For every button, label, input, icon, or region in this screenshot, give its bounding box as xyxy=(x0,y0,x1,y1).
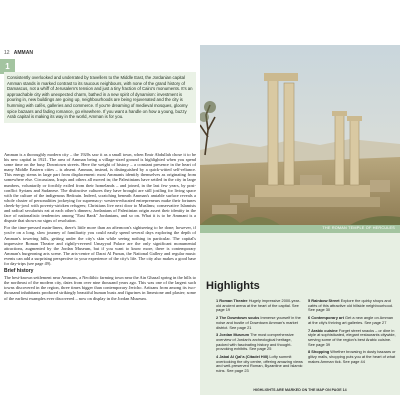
photo-caption-bar xyxy=(200,225,400,233)
section-title: AMMAN xyxy=(13,50,33,56)
highlight-item: 8 Shopping Whether browsing in dusty bazaars or glitzy malls, shopping puts you at the heart of what makes Amman tick. See page 44 xyxy=(308,349,396,364)
highlight-item: 6 Contemporary art Get a new angle on Amman at the city's thriving art galleries. See page 27 xyxy=(308,315,394,325)
highlights-footer: HIGHLIGHTS ARE MARKED ON THE MAP ON PAGE 14 xyxy=(253,388,347,392)
highlight-item: 1 Roman Theatre Hugely impressive 2000-year-old ancient arena at the heart of the capital. See page 19 xyxy=(216,298,301,313)
brief-history-heading: Brief history xyxy=(4,268,34,275)
highlights-column-right xyxy=(308,299,396,367)
page-number: 12 xyxy=(4,50,10,56)
temple-of-hercules-photo xyxy=(200,45,400,225)
body-paragraph-3: The best-known settlement near Ammans, a Neolithic farming town near the Ain Ghazal spring in the hills to the northeast of the modern city, dates from over nine thousand years ago. This was one of the largest such towns discovered in the region, three times bigger than contemporary Jericho. Artisans from among its two-thousand inhabitants produced strikingly beautiful human busts and figurines in limestone and plaster; some of the earliest examples ever discovered – now on display in the Jordan Museum. xyxy=(4,275,196,301)
intro-paragraph: Consistently overlooked and underrated by travellers to the Middle East, the Jordanian capital Amman stands in marked contrast to its raucous neighbours, with none of the grand history of Damascus, not a whiff of Jerusalem's tension and just a tiny fraction of Cairo's monuments. It's an approachable city with unexpected charm, bathed in a new spirit of dynamism: investment is pouring in, new buildings are going up, neighbourhoods are being rejuvenated and the city is humming with cafés, galleries and commerce. If you're dreaming of medieval mosques, gloomy spice bazaars and fading romance, go elsewhere. If you want a handle on how a young, buzzy Arab capital is making its way in the world, Amman is for you. xyxy=(4,72,196,123)
highlights-column-left xyxy=(216,299,304,377)
highlight-item: 5 Rainbow Street Explore the quirky shops and cafés of this attractive old hillside neighbourhood. See page 30 xyxy=(308,298,393,313)
highlight-item: 7 Arabic cuisine Forget street snacks – or dine in style at sophisticated, elegant restaurants citywide, serving some of the region's best Arabic cuisine. See page 39 xyxy=(308,327,396,347)
page-header xyxy=(4,50,33,56)
body-paragraph-1: Amman is a thoroughly modern city – the 1920s saw it as a small town, when Emir Abdullah chose it to be his new capital in 1921. The area of Amman being a village-sized ground is highlighted when you spend some time on the busy Downtown streets. Here the weight of history – a constant presence in the heart of many Middle Eastern cities – is absent. Amman, instead, is distinguished by a quick-witted self-reliance. This energy stems in large part from displacement: most Ammanis identify themselves as originating from somewhere else. Circassians, Iraqis and others all moved in; the Palestinians have settled in the city in large numbers, voluntarily or forcibly exiled from their homelands – and joined, in the last few years, by post-conflict Syrians and Sudanese. The distinctive cultures they have brought are still jostling for living space with the culture of the indigenous Bedouin. Indeed, scratching beneath Amman's amiable surface reveals a whole cluster of personalities jockeying for supremacy: western-educated entrepreneurs make their fortunes cheek-by-jowl with poverty-stricken refugees; Christians live next door to Muslims; conservative Islamists and radical secularists eat at each other's dinners; Jordanians of Palestinian origin assert their identity in the face of nationalistic tendencies among "East Bank" Jordanians, and so on. What it is to be Ammani is a dispute that shows no signs of resolution. xyxy=(4,152,196,224)
highlight-item: 3 Jordan Museum The most comprehensive overview of Jordan's archeological heritage, packed with fascinating history and thought-provoking exhibits. See page 25 xyxy=(216,332,294,352)
highlight-item: 4 Jabal Al Qal'a (Citadel Hill) Lofty summit overlooking the city centre, offering amazing views and well-preserved Roman, Byzantine and Islamic ruins. See page 23 xyxy=(216,354,303,374)
body-paragraph-2: For the time-pressed main-liners, there's little more than an afternoon's sightseeing to be done; however, if you're on a long, slow journey of familiarity you could easily spend several days exploring the depth of Amman's towering hills, getting under the city's skin while seeing nothing in particular. The capital's impressive Roman Theatre and rightly-revered Umayyad Palace are the only significant monumental attractions, augmented by the Jordan Museum, but if you want to know more, there is contemporary Amman's burgeoning arts scene. The arts-centre of Darat Al Funun, the National Gallery and regular music events can add a surprising perspective to your experience of the city's life. The city also makes a good base for day-trips (see page 49). xyxy=(4,225,196,266)
highlight-item: 2 The Downtown souks Immerse yourself in the noise and bustle of Downtown Amman's market district. See page 21 xyxy=(216,315,301,330)
body-text xyxy=(4,152,196,303)
right-page xyxy=(200,45,400,400)
chapter-number-badge: 1 xyxy=(0,59,15,74)
photo-caption: THE ROMAN TEMPLE OF HERCULES xyxy=(322,226,395,230)
highlights-title: Highlights xyxy=(206,280,260,292)
